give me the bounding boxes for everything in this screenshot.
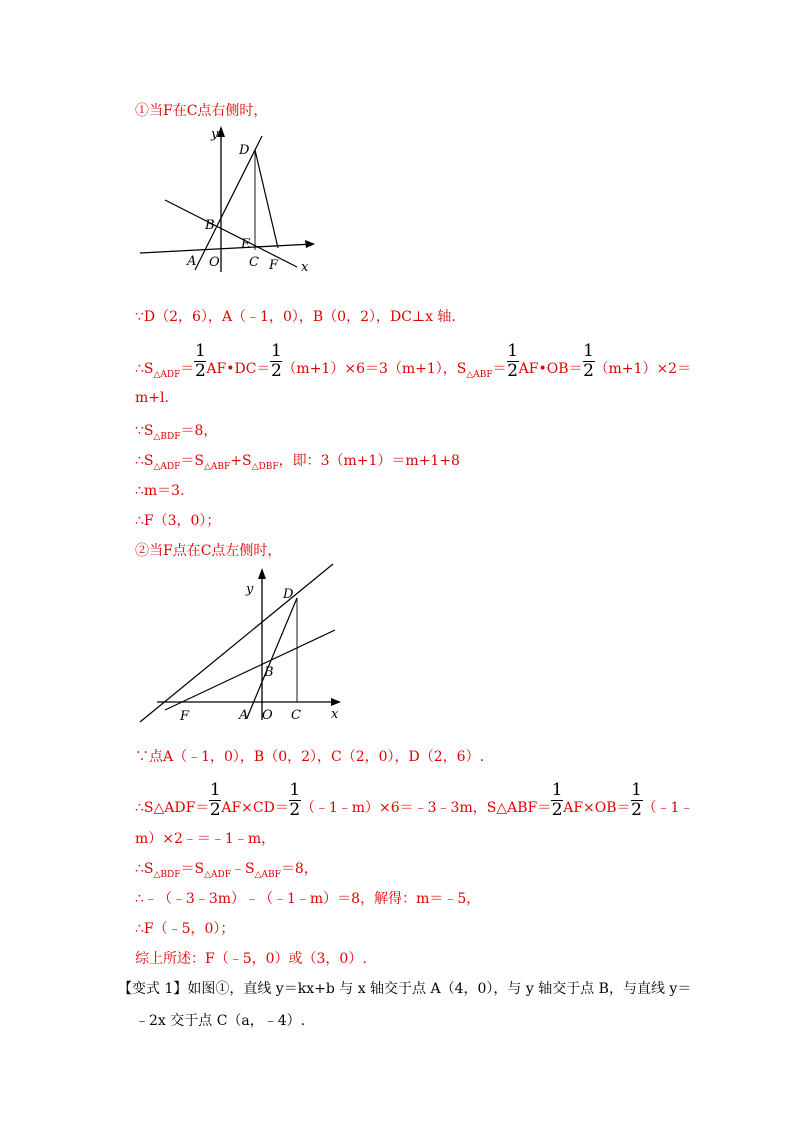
case1-heading: ①当F在C点右侧时， <box>135 103 268 119</box>
fig2-label-y: y <box>246 582 254 597</box>
case1-line2: $\therefore S_{\triangle ADF}=$ $\frac{1}{2}$ AF•DC＝ $\frac{1}{2}$ （m+1）×6＝3（m+1），$S_{\triangle ABF}=$ $\frac{1}{2}$ AF•OB＝ $\frac{1}{2}$ （m+1）×2＝ <box>135 341 692 381</box>
fig1-label-D: D <box>239 143 250 158</box>
case2-line5: ∴﹣（﹣3﹣3m）﹣（﹣1﹣m）＝8，解得：m＝﹣5， <box>135 891 481 907</box>
case1-line4: $\because S_{\triangle BDF}=8$， <box>135 423 218 442</box>
fig1-label-A: A <box>187 254 197 269</box>
case2-line2: ∴S△ADF＝ $\frac{1}{2}$ AF×CD＝ $\frac{1}{2}$ （﹣1﹣m）×6＝﹣3﹣3m，S△ABF＝ $\frac{1}{2}$ AF×OB＝ $\frac{1}{2}$ （﹣1﹣ <box>135 780 694 820</box>
fig2-label-x: x <box>331 707 339 722</box>
fig2-label-F: F <box>180 709 190 724</box>
fig1-label-C: C <box>249 255 259 270</box>
fig1-label-x: x <box>301 260 309 275</box>
fig1-label-E: E <box>241 237 251 252</box>
fig2-label-C: C <box>291 708 301 723</box>
variant-line1: 【变式 1】如图①，直线 y＝kx+b 与 x 轴交于点 A（4，0），与 y 轴交于点 B，与直线 y＝ <box>118 981 692 997</box>
case1-line7: ∴F（3，0）； <box>135 513 221 529</box>
fig1-label-F: F <box>269 258 279 273</box>
figure-case1 <box>135 120 315 275</box>
fig2-label-A: A <box>239 708 249 723</box>
case1-line3: m+l. <box>135 390 169 406</box>
fig2-label-B: B <box>264 665 274 680</box>
variant-line2: ﹣2x 交于点 C（a，﹣4）. <box>135 1013 306 1029</box>
fig1-label-y: y <box>211 127 219 142</box>
case1-line1: ∵D（2，6），A（﹣1，0），B（0，2），DC⊥x 轴. <box>135 309 456 325</box>
case1-line6: ∴m＝3. <box>135 483 185 499</box>
case2-line3: m）×2﹣＝﹣1﹣m， <box>135 831 276 847</box>
figure-case2 <box>135 560 345 730</box>
fig2-label-O: O <box>262 708 273 723</box>
fig1-label-B: B <box>205 218 215 233</box>
case2-line7: 综上所述：F（﹣5，0）或（3，0）. <box>135 951 367 967</box>
fig2-label-D: D <box>283 587 294 602</box>
case1-line5: $\therefore S_{\triangle ADF}=S_{\triangle ABF}+S_{\triangle DBF}$，即：3（m+1）＝m+1+8 <box>135 453 460 472</box>
case2-line1: ∵点A（﹣1，0），B（0，2），C（2，0），D（2，6）. <box>135 749 485 765</box>
case2-line4: $\therefore S_{\triangle BDF}=S_{\triangle ADF}﹣S_{\triangle ABF}=8$， <box>135 861 318 880</box>
case2-line6: ∴F（﹣5，0）； <box>135 921 235 937</box>
fig1-label-O: O <box>209 255 220 270</box>
case2-heading: ②当F点在C点左侧时， <box>135 543 282 559</box>
